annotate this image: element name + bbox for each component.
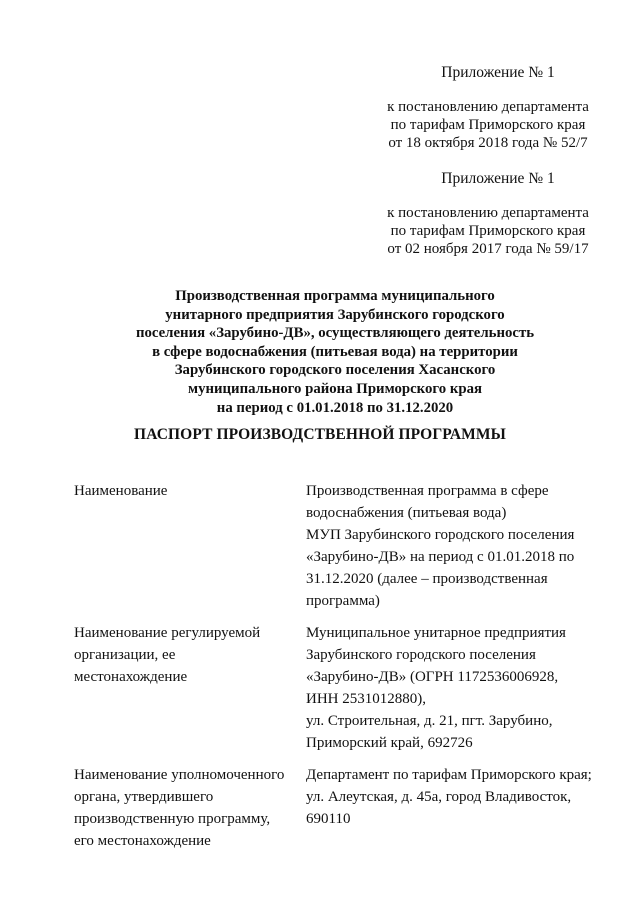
appendix-reference xyxy=(378,98,598,152)
row-value-line: Приморский край, 692726 xyxy=(306,735,473,751)
appendix-line: по тарифам Приморского края xyxy=(390,223,586,239)
row-label-line: его местонахождение xyxy=(74,833,211,849)
appendix-line: по тарифам Приморского края xyxy=(390,117,586,133)
program-title-line: унитарного предприятия Зарубинского городского xyxy=(165,306,505,323)
program-title-line: муниципального района Приморского края xyxy=(188,380,482,397)
program-title-line: в сфере водоснабжения (питьевая вода) на территории xyxy=(152,343,518,360)
row-value-line: Производственная программа в сфере xyxy=(306,483,549,499)
row-value xyxy=(306,480,606,612)
row-value-line: водоснабжения (питьевая вода) xyxy=(306,505,507,521)
row-value-line: ул. Строительная, д. 21, пгт. Зарубино, xyxy=(306,713,553,729)
passport-row-name xyxy=(74,480,604,622)
row-value-line: «Зарубино-ДВ» на период с 01.01.2018 по xyxy=(306,549,575,565)
passport-row-authority xyxy=(74,764,604,864)
row-value-line: «Зарубино-ДВ» (ОГРН 1172536006928, xyxy=(306,669,559,685)
row-value xyxy=(306,764,606,830)
appendix-current xyxy=(378,64,598,152)
row-label-line: Наименование xyxy=(74,483,168,499)
program-title xyxy=(100,287,570,417)
row-value-line: Муниципальное унитарное предприятия xyxy=(306,625,566,641)
row-label-line: Наименование регулируемой xyxy=(74,625,261,641)
appendix-line: к постановлению департамента xyxy=(387,205,589,221)
appendix-line: к постановлению департамента xyxy=(387,99,589,115)
row-label xyxy=(74,764,302,864)
row-label-line: местонахождение xyxy=(74,669,188,685)
passport-table xyxy=(74,480,604,864)
row-value-line: Зарубинского городского поселения xyxy=(306,647,536,663)
appendix-reference xyxy=(378,204,598,258)
appendix-line: от 02 ноября 2017 года № 59/17 xyxy=(387,241,589,257)
row-value-line: 690110 xyxy=(306,811,351,827)
row-label-line: организации, ее xyxy=(74,647,176,663)
row-label-line: органа, утвердившего xyxy=(74,789,214,805)
row-label-line: производственную программу, xyxy=(74,811,271,827)
row-value-line: программа) xyxy=(306,593,380,609)
program-title-line: поселения «Зарубино-ДВ», осуществляющего деятельность xyxy=(135,325,535,342)
passport-row-organization xyxy=(74,622,604,764)
row-label xyxy=(74,480,302,622)
row-value-line: Департамент по тарифам Приморского края; xyxy=(306,767,592,783)
row-label-line: Наименование уполномоченного xyxy=(74,767,285,783)
appendix-line: от 18 октября 2018 года № 52/7 xyxy=(388,135,588,151)
program-title-line: Производственная программа муниципального xyxy=(175,288,495,304)
program-title-line: Зарубинского городского поселения Хасанского xyxy=(174,362,496,379)
appendix-title: Приложение № 1 xyxy=(441,64,555,81)
appendix-previous xyxy=(378,170,598,258)
row-value xyxy=(306,622,606,754)
program-title-line: на период с 01.01.2018 по 31.12.2020 xyxy=(216,399,454,416)
row-value-line: МУП Зарубинского городского поселения xyxy=(306,527,575,543)
row-value-line: 31.12.2020 (далее – производственная xyxy=(306,571,548,587)
row-label xyxy=(74,622,302,764)
row-value-line: ИНН 2531012880), xyxy=(306,691,426,707)
row-value-line: ул. Алеутская, д. 45а, город Владивосток, xyxy=(306,789,572,805)
passport-heading: ПАСПОРТ ПРОИЗВОДСТВЕННОЙ ПРОГРАММЫ xyxy=(134,426,506,443)
appendix-title: Приложение № 1 xyxy=(441,170,555,187)
